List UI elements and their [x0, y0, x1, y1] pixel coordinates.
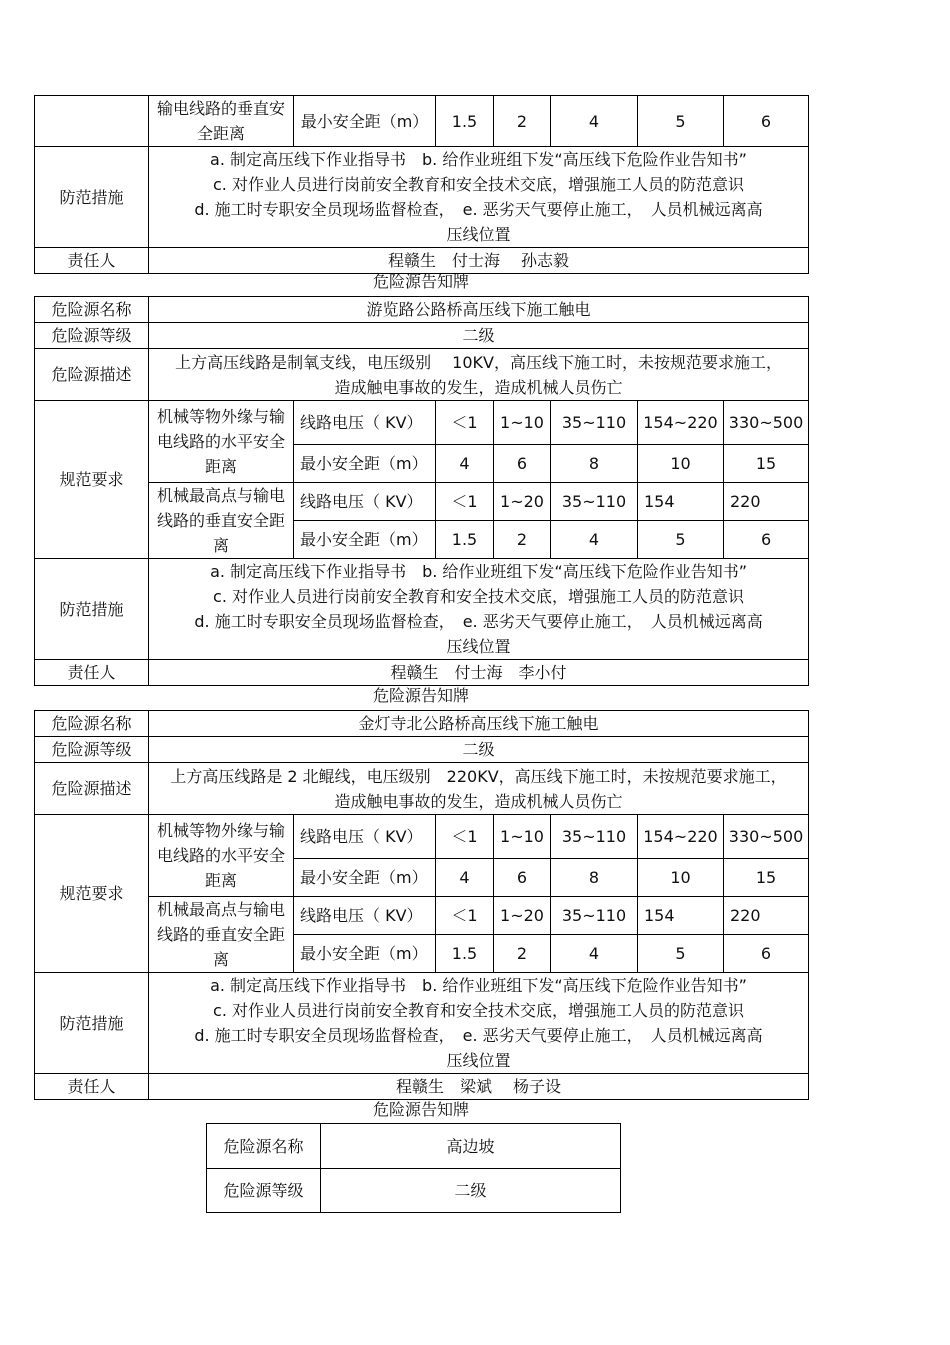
hazard-level: 二级 [149, 737, 809, 763]
voltage-value: 1~20 [494, 483, 551, 521]
voltage-value: 220 [724, 897, 809, 935]
hazard-name-label: 危险源名称 [35, 297, 149, 323]
requirements-label: 规范要求 [35, 401, 149, 559]
distance-value: 1.5 [436, 521, 494, 559]
hazard-desc-label: 危险源描述 [35, 763, 149, 815]
vertical-distance-value: 1.5 [436, 96, 494, 147]
table-caption: 危险源告知牌 [372, 686, 469, 705]
hazard-name: 高边坡 [321, 1124, 621, 1169]
requirements-label: 规范要求 [35, 815, 149, 973]
voltage-value: ＜1 [436, 401, 494, 445]
vertical-distance-label: 机械最高点与输电线路的垂直安全距离 [149, 897, 294, 973]
hazard-desc: 上方高压线路是制氧支线，电压级别 10KV，高压线下施工时，未按规范要求施工，造成触电事故的发生，造成机械人员伤亡 [149, 349, 809, 401]
hazard-desc: 上方高压线路是 2 北鲲线，电压级别 220KV，高压线下施工时，未按规范要求施工，造成触电事故的发生，造成机械人员伤亡 [149, 763, 809, 815]
measures-text: a. 制定高压线下作业指导书 b. 给作业班组下发“高压线下危险作业告知书” c. 对作业人员进行岗前安全教育和安全技术交底，增强施工人员的防范意识 d. 施工时专职安全员现场监督检查， e. 恶劣天气要停止施工， 人员机械远离高 压线位置 [149, 973, 809, 1074]
voltage-value: 35~110 [551, 401, 638, 445]
distance-value: 2 [494, 935, 551, 973]
hazard-table-continued [34, 95, 809, 274]
table-caption: 危险源告知牌 [372, 272, 469, 291]
min-distance-label: 最小安全距（m） [294, 96, 436, 147]
vertical-distance-value: 6 [724, 96, 809, 147]
hazard-table-1 [34, 296, 809, 686]
distance-value: 10 [638, 859, 724, 897]
vertical-distance-label: 输电线路的垂直安全距离 [149, 96, 294, 147]
distance-value: 5 [638, 521, 724, 559]
voltage-value: 330~500 [724, 401, 809, 445]
distance-value: 6 [494, 859, 551, 897]
voltage-value: ＜1 [436, 483, 494, 521]
min-distance-label: 最小安全距（m） [294, 935, 436, 973]
owner-label: 责任人 [35, 248, 149, 274]
hazard-table-2 [34, 710, 809, 1100]
horizontal-distance-label: 机械等物外缘与输电线路的水平安全距离 [149, 815, 294, 897]
vertical-distance-label: 机械最高点与输电线路的垂直安全距离 [149, 483, 294, 559]
voltage-label: 线路电压（ KV） [294, 815, 436, 859]
hazard-level: 二级 [149, 323, 809, 349]
voltage-value: 1~10 [494, 401, 551, 445]
voltage-value: 35~110 [551, 483, 638, 521]
distance-value: 1.5 [436, 935, 494, 973]
distance-value: 15 [724, 445, 809, 483]
min-distance-label: 最小安全距（m） [294, 521, 436, 559]
voltage-value: 35~110 [551, 815, 638, 859]
hazard-desc-label: 危险源描述 [35, 349, 149, 401]
distance-value: 6 [724, 521, 809, 559]
voltage-value: 220 [724, 483, 809, 521]
voltage-value: 1~10 [494, 815, 551, 859]
voltage-label: 线路电压（ KV） [294, 897, 436, 935]
measures-text: a. 制定高压线下作业指导书 b. 给作业班组下发“高压线下危险作业告知书” c. 对作业人员进行岗前安全教育和安全技术交底，增强施工人员的防范意识 d. 施工时专职安全员现场监督检查， e. 恶劣天气要停止施工， 人员机械远离高 压线位置 [149, 559, 809, 660]
distance-value: 4 [551, 521, 638, 559]
voltage-value: 330~500 [724, 815, 809, 859]
distance-value: 4 [436, 859, 494, 897]
measures-text: a. 制定高压线下作业指导书 b. 给作业班组下发“高压线下危险作业告知书” c. 对作业人员进行岗前安全教育和安全技术交底，增强施工人员的防范意识 d. 施工时专职安全员现场监督检查， e. 恶劣天气要停止施工， 人员机械远离高 压线位置 [149, 147, 809, 248]
distance-value: 4 [436, 445, 494, 483]
min-distance-label: 最小安全距（m） [294, 445, 436, 483]
owner-value: 程赣生 付士海 李小付 [149, 660, 809, 686]
hazard-level: 二级 [321, 1169, 621, 1213]
min-distance-label: 最小安全距（m） [294, 859, 436, 897]
distance-value: 2 [494, 521, 551, 559]
measures-label: 防范措施 [35, 973, 149, 1074]
owner-value: 程赣生 梁斌 杨子设 [149, 1074, 809, 1100]
vertical-distance-value: 4 [551, 96, 638, 147]
distance-value: 4 [551, 935, 638, 973]
voltage-value: ＜1 [436, 897, 494, 935]
voltage-value: 154~220 [638, 815, 724, 859]
distance-value: 6 [724, 935, 809, 973]
hazard-name: 金灯寺北公路桥高压线下施工触电 [149, 711, 809, 737]
hazard-name: 游览路公路桥高压线下施工触电 [149, 297, 809, 323]
empty-cell [35, 96, 149, 147]
voltage-value: 35~110 [551, 897, 638, 935]
voltage-value: 1~20 [494, 897, 551, 935]
vertical-distance-value: 2 [494, 96, 551, 147]
owner-label: 责任人 [35, 660, 149, 686]
hazard-name-label: 危险源名称 [207, 1124, 321, 1169]
hazard-level-label: 危险源等级 [35, 737, 149, 763]
measures-label: 防范措施 [35, 559, 149, 660]
hazard-level-label: 危险源等级 [207, 1169, 321, 1213]
distance-value: 10 [638, 445, 724, 483]
distance-value: 15 [724, 859, 809, 897]
vertical-distance-value: 5 [638, 96, 724, 147]
owner-label: 责任人 [35, 1074, 149, 1100]
distance-value: 5 [638, 935, 724, 973]
hazard-name-label: 危险源名称 [35, 711, 149, 737]
distance-value: 8 [551, 445, 638, 483]
voltage-label: 线路电压（ KV） [294, 483, 436, 521]
table-caption: 危险源告知牌 [372, 1100, 469, 1119]
measures-label: 防范措施 [35, 147, 149, 248]
horizontal-distance-label: 机械等物外缘与输电线路的水平安全距离 [149, 401, 294, 483]
voltage-value: 154 [638, 897, 724, 935]
distance-value: 8 [551, 859, 638, 897]
owner-value: 程赣生 付士海 孙志毅 [149, 248, 809, 274]
voltage-value: 154 [638, 483, 724, 521]
distance-value: 6 [494, 445, 551, 483]
voltage-value: ＜1 [436, 815, 494, 859]
hazard-table-3 [206, 1123, 621, 1213]
voltage-value: 154~220 [638, 401, 724, 445]
voltage-label: 线路电压（ KV） [294, 401, 436, 445]
hazard-level-label: 危险源等级 [35, 323, 149, 349]
